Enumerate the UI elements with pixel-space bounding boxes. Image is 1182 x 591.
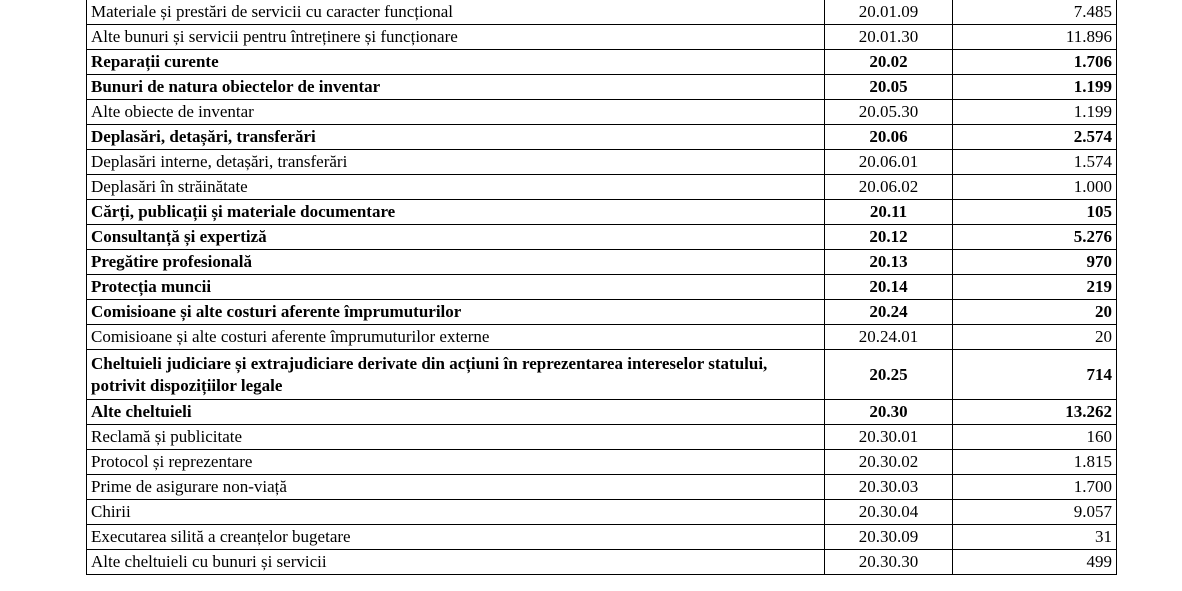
table-row (87, 475, 1117, 500)
row-label: Cheltuieli judiciare și extrajudiciare derivate din acțiuni în reprezentarea intereselor statului, potrivit dispozițiilor legale (87, 350, 825, 400)
row-label: Executarea silită a creanțelor bugetare (87, 525, 825, 550)
row-value: 20 (953, 325, 1117, 350)
row-code: 20.13 (825, 250, 953, 275)
table-row (87, 100, 1117, 125)
row-label: Alte obiecte de inventar (87, 100, 825, 125)
budget-table (86, 0, 1117, 575)
row-code: 20.06.02 (825, 175, 953, 200)
row-value: 1.199 (953, 100, 1117, 125)
table-row (87, 525, 1117, 550)
table-row (87, 0, 1117, 25)
row-value: 714 (953, 350, 1117, 400)
row-code: 20.05 (825, 75, 953, 100)
table-row (87, 350, 1117, 400)
row-label: Comisioane și alte costuri aferente împrumuturilor (87, 300, 825, 325)
table-row (87, 450, 1117, 475)
row-value: 105 (953, 200, 1117, 225)
row-code: 20.01.30 (825, 25, 953, 50)
row-value: 5.276 (953, 225, 1117, 250)
row-label: Cărți, publicații și materiale documentare (87, 200, 825, 225)
row-value: 499 (953, 550, 1117, 575)
row-label: Protocol și reprezentare (87, 450, 825, 475)
table-row (87, 150, 1117, 175)
row-value: 2.574 (953, 125, 1117, 150)
table-row (87, 75, 1117, 100)
table-row (87, 275, 1117, 300)
table-row (87, 250, 1117, 275)
row-code: 20.30.30 (825, 550, 953, 575)
table-row (87, 25, 1117, 50)
table-row (87, 325, 1117, 350)
row-value: 219 (953, 275, 1117, 300)
row-code: 20.30.01 (825, 425, 953, 450)
row-label: Reclamă și publicitate (87, 425, 825, 450)
row-code: 20.25 (825, 350, 953, 400)
row-value: 1.199 (953, 75, 1117, 100)
row-code: 20.30 (825, 400, 953, 425)
row-code: 20.01.09 (825, 0, 953, 25)
row-value: 7.485 (953, 0, 1117, 25)
row-code: 20.12 (825, 225, 953, 250)
row-label: Deplasări interne, detașări, transferări (87, 150, 825, 175)
row-code: 20.02 (825, 50, 953, 75)
table-row (87, 175, 1117, 200)
row-label: Materiale și prestări de servicii cu caracter funcțional (87, 0, 825, 25)
row-value: 9.057 (953, 500, 1117, 525)
row-code: 20.24.01 (825, 325, 953, 350)
row-value: 31 (953, 525, 1117, 550)
row-label: Alte cheltuieli (87, 400, 825, 425)
row-label: Chirii (87, 500, 825, 525)
row-value: 160 (953, 425, 1117, 450)
table-row (87, 550, 1117, 575)
row-code: 20.14 (825, 275, 953, 300)
table-row (87, 225, 1117, 250)
row-code: 20.30.04 (825, 500, 953, 525)
row-code: 20.30.03 (825, 475, 953, 500)
row-value: 1.706 (953, 50, 1117, 75)
row-value: 1.815 (953, 450, 1117, 475)
row-value: 20 (953, 300, 1117, 325)
row-code: 20.30.02 (825, 450, 953, 475)
row-label: Pregătire profesională (87, 250, 825, 275)
budget-table-body (87, 0, 1117, 575)
row-value: 11.896 (953, 25, 1117, 50)
row-code: 20.11 (825, 200, 953, 225)
row-label: Protecția muncii (87, 275, 825, 300)
row-code: 20.24 (825, 300, 953, 325)
row-label: Bunuri de natura obiectelor de inventar (87, 75, 825, 100)
row-label: Deplasări în străinătate (87, 175, 825, 200)
table-row (87, 500, 1117, 525)
row-label: Reparații curente (87, 50, 825, 75)
row-value: 970 (953, 250, 1117, 275)
table-row (87, 50, 1117, 75)
row-code: 20.06 (825, 125, 953, 150)
table-row (87, 300, 1117, 325)
row-value: 1.000 (953, 175, 1117, 200)
row-code: 20.05.30 (825, 100, 953, 125)
row-label: Deplasări, detașări, transferări (87, 125, 825, 150)
row-value: 1.574 (953, 150, 1117, 175)
row-label: Comisioane și alte costuri aferente împrumuturilor externe (87, 325, 825, 350)
table-row (87, 400, 1117, 425)
row-label: Consultanță și expertiză (87, 225, 825, 250)
row-value: 1.700 (953, 475, 1117, 500)
table-row (87, 200, 1117, 225)
row-code: 20.06.01 (825, 150, 953, 175)
row-code: 20.30.09 (825, 525, 953, 550)
row-label: Prime de asigurare non-viață (87, 475, 825, 500)
row-label: Alte bunuri și servicii pentru întreținere și funcționare (87, 25, 825, 50)
budget-table-container (86, 0, 1116, 575)
table-row (87, 125, 1117, 150)
row-value: 13.262 (953, 400, 1117, 425)
row-label: Alte cheltuieli cu bunuri și servicii (87, 550, 825, 575)
table-row (87, 425, 1117, 450)
